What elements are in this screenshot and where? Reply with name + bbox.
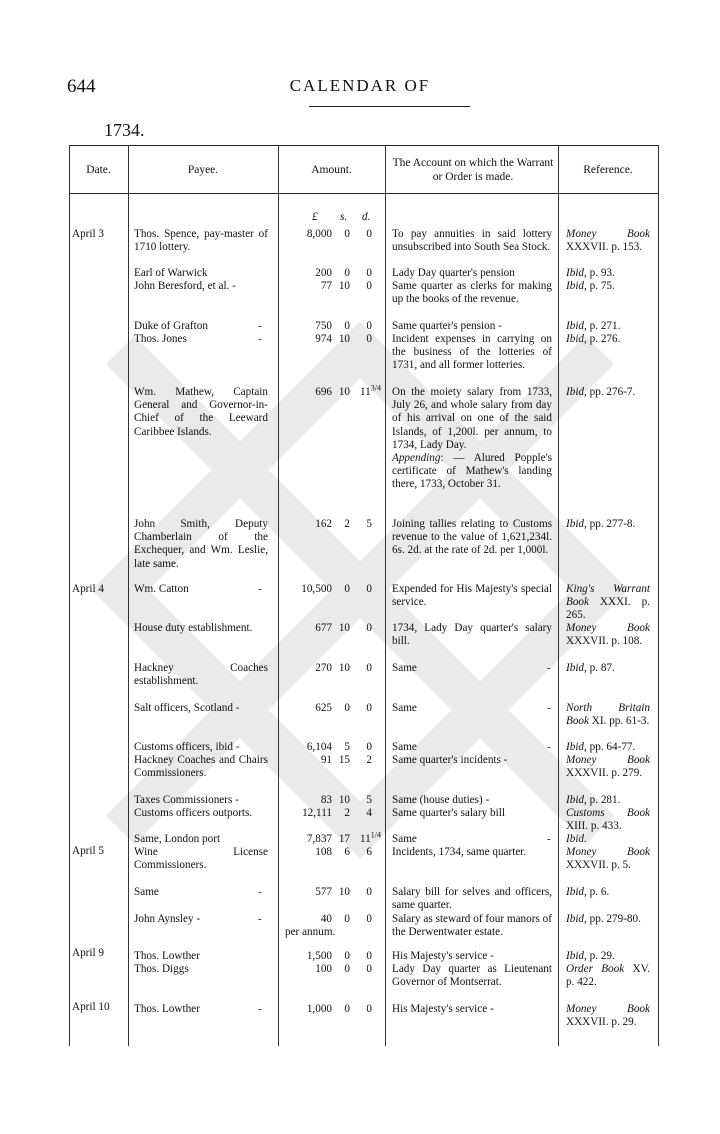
entry-date: April 10 <box>72 1001 110 1013</box>
payee-name: Salt officers, Scotland - <box>134 702 240 714</box>
account-description: Same <box>392 702 417 714</box>
payee-name: Thos. Lowther <box>134 1003 200 1015</box>
payee-name: John Aynsley - <box>134 913 201 925</box>
amount-shillings: 0 <box>344 702 350 714</box>
account-description: Same quarter's pension - <box>392 320 502 332</box>
account-description: Same quarter's salary bill <box>392 807 505 819</box>
amount-per-annum: per annum. <box>285 926 336 938</box>
amount-shillings: 2 <box>344 807 350 819</box>
account-description: To pay annuities in said lottery unsubscribed into South Sea Stock. <box>392 228 552 254</box>
reference-citation: Money Book XXXVII. p. 5. <box>566 846 650 872</box>
amount-pounds: 696 <box>315 386 332 398</box>
payee-name: John Smith, Deputy Chamberlain of the Exchequer, and Wm. Leslie, late same. <box>134 518 268 570</box>
column-header-reference: Reference. <box>583 164 633 176</box>
account-description: Same quarter's incidents - <box>392 754 508 766</box>
payee-name: Thos. Jones <box>134 333 187 345</box>
amount-pounds: 10,500 <box>301 583 332 595</box>
reference-citation: Money Book XXXVII. p. 108. <box>566 622 650 648</box>
entry-date: April 9 <box>72 947 105 959</box>
amount-pence: 0 <box>366 280 372 292</box>
reference-citation: Ibid, p. 271. <box>566 320 621 332</box>
column-header-date: Date. <box>86 164 111 176</box>
payee-name: John Beresford, et al. - <box>134 280 236 292</box>
amount-pounds: 40 <box>320 913 332 925</box>
account-description: Salary as steward of four manors of the Derwentwater estate. <box>392 913 552 939</box>
payee-name: Wm. Catton <box>134 583 189 595</box>
amount-shillings: 0 <box>344 1003 350 1015</box>
year-heading: 1734. <box>104 120 145 140</box>
amount-pence: 0 <box>366 320 372 332</box>
amount-pence: 0 <box>366 228 372 240</box>
column-header-amount: Amount. <box>311 164 352 176</box>
payee-name: Taxes Commissioners - <box>134 794 239 806</box>
payee-name: Same <box>134 886 159 898</box>
column-divider-account <box>558 145 559 1046</box>
column-divider-date <box>128 145 129 1046</box>
header-rule <box>309 106 470 107</box>
leader-dash: - <box>258 333 262 345</box>
account-description: Same <box>392 662 417 674</box>
amount-pence: 0 <box>366 886 372 898</box>
payee-name: Wm. Mathew, Captain General and Governor-in-Chief of the Leeward Caribbee Islands. <box>134 386 268 438</box>
account-description: Expended for His Majesty's special service. <box>392 583 552 609</box>
amount-shillings: 5 <box>344 741 350 753</box>
reference-citation: Ibid, p. 75. <box>566 280 615 292</box>
leader-dash: - <box>547 702 551 714</box>
amount-pounds: 108 <box>315 846 332 858</box>
entry-date: April 5 <box>72 845 105 857</box>
amount-pounds: 1,000 <box>306 1003 332 1015</box>
amount-pounds: 83 <box>320 794 332 806</box>
amount-shillings: 2 <box>344 518 350 530</box>
amount-shillings: 0 <box>344 950 350 962</box>
amount-shillings: 0 <box>344 913 350 925</box>
amount-pence-fraction: 3/4 <box>370 383 382 393</box>
column-header-payee: Payee. <box>187 164 219 176</box>
amount-shillings: 17 <box>338 833 350 845</box>
reference-citation: Ibid, p. 87. <box>566 662 615 674</box>
currency-pence: d. <box>362 211 371 223</box>
account-description: Same (house duties) - <box>392 794 490 806</box>
payee-name: Wine License Commissioners. <box>134 846 268 872</box>
payee-name: Duke of Grafton <box>134 320 208 332</box>
leader-dash: - <box>258 1003 262 1015</box>
amount-pence: 6 <box>366 846 372 858</box>
table-border-left <box>69 145 70 1046</box>
account-appending-note: Appending: — Alured Popple's certificate of Mathew's landing there, 1733, October 31. <box>392 452 552 491</box>
amount-shillings: 0 <box>344 267 350 279</box>
reference-citation: Money Book XXXVII. p. 29. <box>566 1003 650 1029</box>
amount-shillings: 10 <box>338 662 350 674</box>
amount-pence: 0 <box>366 583 372 595</box>
reference-citation: Ibid, p. 93. <box>566 267 615 279</box>
leader-dash: - <box>258 913 262 925</box>
leader-dash: - <box>258 886 262 898</box>
payee-name: Customs officers outports. <box>134 807 253 819</box>
reference-citation: Ibid, p. 281. <box>566 794 621 806</box>
amount-shillings: 0 <box>344 320 350 332</box>
reference-citation: Ibid, p. 276. <box>566 333 621 345</box>
payee-name: Thos. Lowther <box>134 950 200 962</box>
amount-pence: 0 <box>366 267 372 279</box>
amount-pounds: 270 <box>315 662 332 674</box>
amount-shillings: 6 <box>344 846 350 858</box>
amount-pounds: 577 <box>315 886 332 898</box>
amount-pence: 0 <box>366 333 372 345</box>
leader-dash: - <box>547 662 551 674</box>
amount-pence: 0 <box>366 741 372 753</box>
amount-shillings: 0 <box>344 228 350 240</box>
amount-pence: 0 <box>366 950 372 962</box>
amount-pence: 5 <box>366 794 372 806</box>
account-description: Joining tallies relating to Customs revenue to the value of 1,621,234l. 6s. 2d. at the rate of 2d. per 1,000l. <box>392 518 552 557</box>
account-description: Incident expenses in carrying on the business of the lotteries of 1731, and all former lotteries. <box>392 333 552 372</box>
amount-shillings: 10 <box>338 386 350 398</box>
account-description: Same <box>392 833 417 845</box>
account-description: His Majesty's service - <box>392 1003 494 1015</box>
column-divider-amount <box>385 145 386 1046</box>
entry-date: April 3 <box>72 228 105 240</box>
account-description: Salary bill for selves and officers, same quarter. <box>392 886 552 912</box>
amount-pounds: 7,837 <box>306 833 332 845</box>
payee-name: Hackney Coaches establishment. <box>134 662 268 688</box>
payee-name: Thos. Spence, pay-master of 1710 lottery. <box>134 228 268 254</box>
reference-citation: Customs Book XIII. p. 433. <box>566 807 650 833</box>
amount-pounds: 677 <box>315 622 332 634</box>
amount-pence: 4 <box>366 807 372 819</box>
account-description: On the moiety salary from 1733, July 26, and whole salary from day of his arrival on one of the said Islands, of 1,200l. per annum, to 1734, Lady Day. <box>392 386 552 451</box>
leader-dash: - <box>258 583 262 595</box>
reference-citation: Ibid, p. 6. <box>566 886 610 898</box>
account-description: Same quarter as clerks for making up the books of the revenue. <box>392 280 552 306</box>
reference-citation: Ibid, pp. 276-7. <box>566 386 636 398</box>
amount-shillings: 10 <box>338 794 350 806</box>
payee-name: Same, London port <box>134 833 221 845</box>
amount-shillings: 10 <box>338 622 350 634</box>
running-head: CALENDAR OF <box>289 76 431 95</box>
reference-citation: Money Book XXXVII. p. 279. <box>566 754 650 780</box>
amount-pence: 2 <box>366 754 372 766</box>
table-border-right <box>658 145 659 1046</box>
page-number: 644 <box>67 76 96 97</box>
amount-pence: $11^{3/4}$ <box>360 383 382 398</box>
amount-shillings: 10 <box>338 280 350 292</box>
amount-pounds: 750 <box>315 320 332 332</box>
account-description: Lady Day quarter as Lieutenant Governor of Montserrat. <box>392 963 552 989</box>
amount-pounds: 625 <box>315 702 332 714</box>
amount-pounds: 162 <box>315 518 332 530</box>
amount-shillings: 15 <box>338 754 350 766</box>
amount-pence: 0 <box>366 913 372 925</box>
payee-name: Earl of Warwick <box>134 267 208 279</box>
amount-pence: 0 <box>366 622 372 634</box>
amount-shillings: 0 <box>344 583 350 595</box>
amount-pence: 5 <box>366 518 372 530</box>
reference-citation: Ibid, p. 29. <box>566 950 615 962</box>
reference-citation: Money Book XXXVII. p. 153. <box>566 228 650 254</box>
amount-pence: 0 <box>366 963 372 975</box>
entry-date: April 4 <box>72 583 105 595</box>
reference-citation: Order Book XV. p. 422. <box>566 963 650 989</box>
account-description: His Majesty's service - <box>392 950 494 962</box>
account-description: Incidents, 1734, same quarter. <box>392 846 527 858</box>
currency-pounds: £ <box>312 211 318 223</box>
reference-citation: Ibid, pp. 277-8. <box>566 518 636 530</box>
amount-pounds: 91 <box>320 754 332 766</box>
leader-dash: - <box>547 833 551 845</box>
amount-pounds: 200 <box>315 267 332 279</box>
reference-citation: North Britain Book XI. pp. 61-3. <box>566 702 650 728</box>
amount-pounds: 1,500 <box>306 950 332 962</box>
currency-shillings: s. <box>340 211 348 223</box>
amount-pounds: 12,111 <box>302 807 332 819</box>
reference-citation: King's Warrant Book XXXI. p. 265. <box>566 583 650 622</box>
reference-citation: Ibid, pp. 64-77. <box>566 741 636 753</box>
leader-dash: - <box>547 741 551 753</box>
column-divider-payee <box>278 145 279 1046</box>
payee-name: House duty establishment. <box>134 622 253 634</box>
amount-pounds: 77 <box>320 280 332 292</box>
account-description: Same <box>392 741 417 753</box>
payee-name: Customs officers, ibid - <box>134 741 240 753</box>
amount-pence: 0 <box>366 662 372 674</box>
amount-pounds: 100 <box>315 963 332 975</box>
account-description: 1734, Lady Day quarter's salary bill. <box>392 622 552 648</box>
amount-pounds: 974 <box>315 333 332 345</box>
leader-dash: - <box>258 320 262 332</box>
payee-name: Thos. Diggs <box>134 963 189 975</box>
amount-pounds: 8,000 <box>306 228 332 240</box>
amount-shillings: 10 <box>338 333 350 345</box>
table-top-rule <box>69 145 658 146</box>
amount-shillings: 0 <box>344 963 350 975</box>
amount-pounds: 6,104 <box>306 741 332 753</box>
amount-shillings: 10 <box>338 886 350 898</box>
amount-pence: 0 <box>366 702 372 714</box>
column-header-account: The Account on which the Warrant or Order is made. <box>392 157 554 183</box>
account-description: Lady Day quarter's pension <box>392 267 515 279</box>
amount-pence: $11^{1/4}$ <box>360 830 382 845</box>
amount-pence-fraction: 1/4 <box>370 830 382 840</box>
table-header-rule <box>69 193 658 194</box>
payee-name: Hackney Coaches and Chairs Commissioners. <box>134 754 268 780</box>
reference-citation: Ibid. <box>566 833 587 845</box>
amount-pence: 0 <box>366 1003 372 1015</box>
reference-citation: Ibid, pp. 279-80. <box>566 913 641 925</box>
